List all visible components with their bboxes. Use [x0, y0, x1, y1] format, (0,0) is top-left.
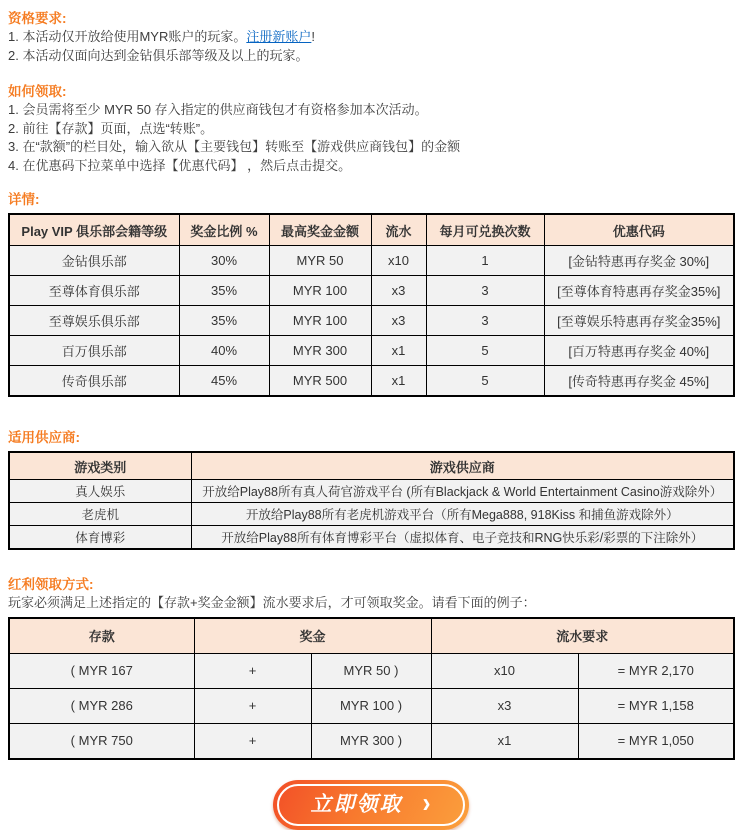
column-header: 优惠代码: [544, 214, 734, 246]
how-to-claim-item: 2. 前往【存款】页面，点选“转账”。: [8, 120, 214, 136]
column-header: Play VIP 俱乐部会籍等级: [9, 214, 179, 246]
turnover-total-cell: = MYR 2,170: [578, 653, 734, 688]
bonus-claim-description: 玩家必须满足上述指定的【存款+奖金金额】流水要求后，才可领取奖金。请看下面的例子：: [8, 595, 536, 610]
bonus-percent-cell: 35%: [179, 276, 269, 306]
register-new-account-link[interactable]: 注册新账户: [246, 29, 312, 44]
vip-details-table: [8, 213, 735, 397]
column-header: 最高奖金金额: [269, 214, 371, 246]
turnover-total-cell: = MYR 1,050: [578, 723, 734, 759]
table-row: [9, 723, 734, 759]
game-category-cell: 真人娱乐: [9, 480, 191, 503]
promo-code-cell: [至尊体育特惠再存奖金35%]: [544, 276, 734, 306]
deposit-cell: ( MYR 286: [9, 688, 194, 723]
how-to-claim-item: 1. 会员需将至少 MYR 50 存入指定的供应商钱包才有资格参加本次活动。: [8, 102, 428, 117]
tier-cell: 传奇俱乐部: [9, 366, 179, 397]
turnover-cell: x1: [371, 366, 426, 397]
how-to-claim-item: 4. 在优惠码下拉菜单中选择【优惠代码】 ，然后点击提交。: [8, 157, 352, 173]
tier-cell: 至尊体育俱乐部: [9, 276, 179, 306]
example-header-row: [9, 618, 734, 654]
bonus-percent-cell: 35%: [179, 306, 269, 336]
details-heading: 详情:: [8, 192, 40, 207]
table-row: [9, 336, 734, 366]
table-row: [9, 366, 734, 397]
bonus-cell: MYR 50 ): [311, 653, 431, 688]
monthly-claims-cell: 3: [426, 276, 544, 306]
eligibility-item-1-text: 1. 本活动仅开放给使用MYR账户的玩家。: [8, 29, 247, 44]
turnover-cell: x3: [371, 306, 426, 336]
column-header: 游戏类别: [9, 452, 191, 480]
max-bonus-cell: MYR 100: [269, 276, 371, 306]
eligibility-heading: 资格要求:: [8, 11, 67, 26]
column-header: 游戏供应商: [191, 452, 734, 480]
table-row: [9, 653, 734, 688]
table-row: [9, 246, 734, 276]
max-bonus-cell: MYR 100: [269, 306, 371, 336]
game-provider-cell: 开放给Play88所有体育博彩平台（虚拟体育、电子竞技和RNG快乐彩/彩票的下注除外）: [191, 526, 734, 550]
column-header: 流水: [371, 214, 426, 246]
monthly-claims-cell: 5: [426, 336, 544, 366]
tier-cell: 金钻俱乐部: [9, 246, 179, 276]
cta-row: [8, 780, 733, 830]
column-header: 奖金比例 %: [179, 214, 269, 246]
game-provider-cell: 开放给Play88所有真人荷官游戏平台 (所有Blackjack & World Entertainment Casino游戏除外）: [191, 480, 734, 503]
game-provider-cell: 开放给Play88所有老虎机游戏平台（所有Mega888, 918Kiss 和捕鱼游戏除外）: [191, 503, 734, 526]
turnover-cell: x1: [371, 336, 426, 366]
how-to-claim-heading: 如何领取:: [8, 84, 67, 99]
how-to-claim-item: 3. 在“款额”的栏目处，输入欲从【主要钱包】转账至【游戏供应商钱包】的金额: [8, 139, 461, 154]
table-row: [9, 526, 734, 550]
turnover-total-cell: = MYR 1,158: [578, 688, 734, 723]
monthly-claims-cell: 3: [426, 306, 544, 336]
bonus-cell: MYR 100 ): [311, 688, 431, 723]
multiplier-cell: x10: [431, 653, 578, 688]
column-header: 流水要求: [431, 618, 734, 654]
claim-now-label: 立即领取: [310, 793, 403, 816]
table-row: [9, 503, 734, 526]
table-row: [9, 306, 734, 336]
claim-now-button[interactable]: [273, 780, 469, 830]
turnover-cell: x3: [371, 276, 426, 306]
column-header: 存款: [9, 618, 194, 654]
monthly-claims-cell: 5: [426, 366, 544, 397]
promo-code-cell: [传奇特惠再存奖金 45%]: [544, 366, 734, 397]
eligibility-item-1: [8, 28, 733, 47]
promo-code-cell: [金钻特惠再存奖金 30%]: [544, 246, 734, 276]
bonus-claim-heading: 红利领取方式:: [8, 577, 94, 592]
tier-cell: 百万俱乐部: [9, 336, 179, 366]
eligibility-item-2: 2. 本活动仅面向达到金钻俱乐部等级及以上的玩家。: [8, 47, 309, 63]
multiplier-cell: x1: [431, 723, 578, 759]
tier-cell: 至尊娱乐俱乐部: [9, 306, 179, 336]
monthly-claims-cell: 1: [426, 246, 544, 276]
multiplier-cell: x3: [431, 688, 578, 723]
promo-code-cell: [至尊娱乐特惠再存奖金35%]: [544, 306, 734, 336]
promo-code-cell: [百万特惠再存奖金 40%]: [544, 336, 734, 366]
turnover-cell: x10: [371, 246, 426, 276]
max-bonus-cell: MYR 50: [269, 246, 371, 276]
deposit-cell: ( MYR 750: [9, 723, 194, 759]
max-bonus-cell: MYR 500: [269, 366, 371, 397]
plus-cell: +: [194, 723, 311, 759]
deposit-cell: ( MYR 167: [9, 653, 194, 688]
game-category-cell: 体育博彩: [9, 526, 191, 550]
table-row: [9, 688, 734, 723]
providers-table: [8, 451, 735, 550]
game-category-cell: 老虎机: [9, 503, 191, 526]
bonus-cell: MYR 300 ): [311, 723, 431, 759]
turnover-example-table: [8, 617, 735, 760]
bonus-percent-cell: 40%: [179, 336, 269, 366]
bonus-percent-cell: 45%: [179, 366, 269, 397]
table-row: [9, 276, 734, 306]
chevron-right-icon: ›: [422, 787, 431, 819]
providers-header-row: [9, 452, 734, 480]
details-header-row: [9, 214, 734, 246]
plus-cell: +: [194, 688, 311, 723]
column-header: 奖金: [194, 618, 431, 654]
plus-cell: +: [194, 653, 311, 688]
eligibility-item-1-suffix: !: [311, 29, 315, 44]
bonus-percent-cell: 30%: [179, 246, 269, 276]
column-header: 每月可兑换次数: [426, 214, 544, 246]
max-bonus-cell: MYR 300: [269, 336, 371, 366]
table-row: [9, 480, 734, 503]
providers-heading: 适用供应商:: [8, 430, 80, 445]
